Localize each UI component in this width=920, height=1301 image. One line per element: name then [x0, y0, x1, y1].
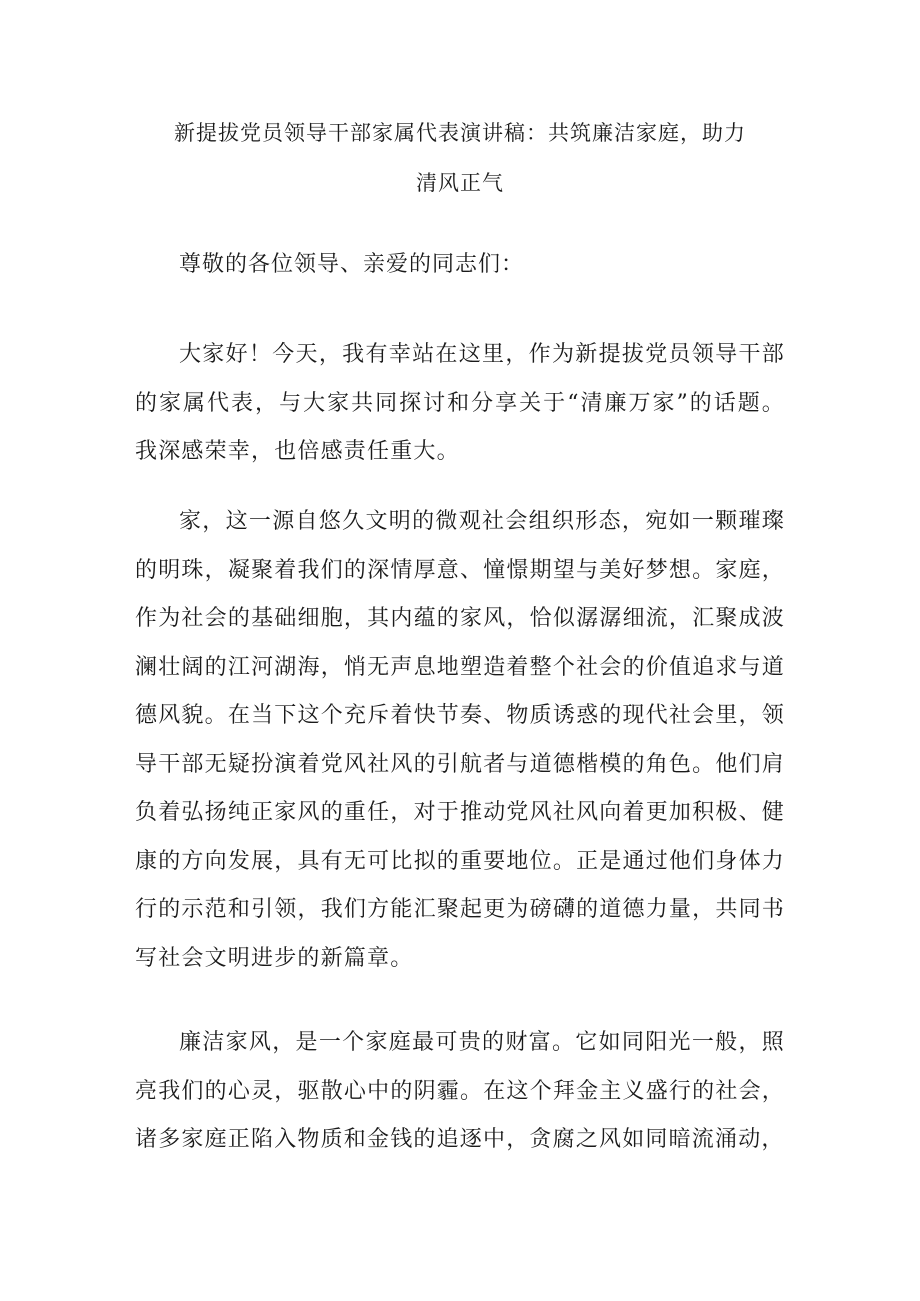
paragraph-greeting: 大家好！今天，我有幸站在这里，作为新提拔党员领导干部的家属代表，与大家共同探讨和分享关于“清廉万家”的话题。我深感荣幸，也倍感责任重大。 [135, 342, 785, 464]
document-title-line-1: 新提拔党员领导干部家属代表演讲稿：共筑廉洁家庭，助力 [174, 121, 746, 145]
salutation: 尊敬的各位领导、亲爱的同志们： [179, 252, 525, 277]
document-title-line-2: 清风正气 [416, 171, 504, 195]
paragraph-clean-family-style: 廉洁家风，是一个家庭最可贵的财富。它如同阳光一般，照亮我们的心灵，驱散心中的阴霾。在这个拜金主义盛行的社会，诸多家庭正陷入物质和金钱的追逐中，贪腐之风如同暗流涌动， [135, 1030, 785, 1152]
paragraph-family-values: 家，这一源自悠久文明的微观社会组织形态，宛如一颗璀璨的明珠，凝聚着我们的深情厚意、憧憬期望与美好梦想。家庭，作为社会的基础细胞，其内蕴的家风，恰似潺潺细流，汇聚成波澜壮阔的江河湖海，悄无声息地塑造着整个社会的价值追求与道德风貌。在当下这个充斥着快节奏、物质诱惑的现代社会里，领导干部无疑扮演着党风社风的引航者与道德楷模的角色。他们肩负着弘扬纯正家风的重任，对于推动党风社风向着更加积极、健康的方向发展，具有无可比拟的重要地位。正是通过他们身体力行的示范和引领，我们方能汇聚起更为磅礴的道德力量，共同书写社会文明进步的新篇章。 [135, 509, 785, 971]
